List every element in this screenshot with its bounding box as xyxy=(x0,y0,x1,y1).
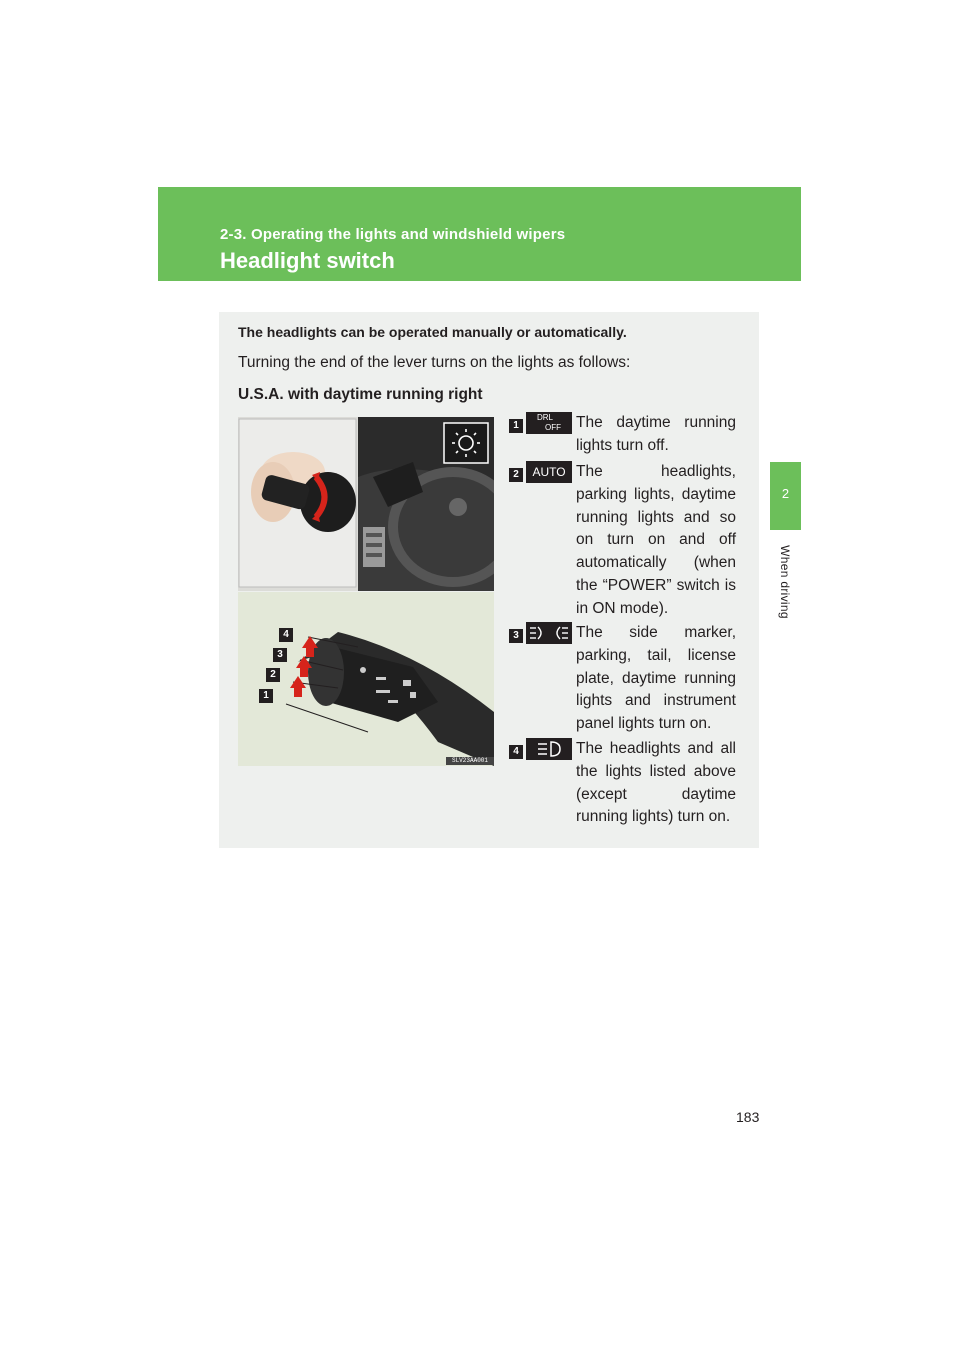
page-number: 183 xyxy=(736,1109,760,1125)
item-text: The side marker, parking, tail, license plate, daytime running lights and instrument panel lights turn on. xyxy=(576,624,736,733)
lever-photo xyxy=(238,417,494,591)
drl-off-icon: DRL OFF xyxy=(526,412,572,434)
lever-diagram xyxy=(238,592,494,766)
chapter-number: 2 xyxy=(781,486,790,501)
diagram-label-2: 2 xyxy=(266,668,280,682)
content-panel xyxy=(219,312,759,848)
item-text: The daytime running lights turn off. xyxy=(576,414,736,454)
section-label: 2-3. Operating the lights and windshield wipers xyxy=(220,226,566,243)
subheading: U.S.A. with daytime running right xyxy=(238,386,483,403)
auto-icon: AUTO xyxy=(526,461,572,483)
section-header xyxy=(158,187,801,281)
item-text: The headlights and all the lights listed above (except daytime running lights) turn on. xyxy=(576,740,736,826)
item-number: 4 xyxy=(509,745,523,759)
intro-bold-text: The headlights can be operated manually or automatically. xyxy=(238,324,627,340)
chapter-tab[interactable] xyxy=(770,462,801,530)
diagram-label-1: 1 xyxy=(259,689,273,703)
page-title: Headlight switch xyxy=(220,248,395,273)
image-code: SLV23AA001 xyxy=(446,757,494,765)
diagram-label-3: 3 xyxy=(273,648,287,662)
item-number: 3 xyxy=(509,629,523,643)
item-text: The headlights, parking lights, daytime running lights and so on turn on and off automatically (when the “POWER” switch is in ON mode). xyxy=(576,463,736,617)
headlight-icon xyxy=(526,738,572,760)
chapter-label: When driving xyxy=(778,545,792,619)
item-number: 2 xyxy=(509,468,523,482)
lever-photo-drawing xyxy=(238,417,494,591)
diagram-label-4: 4 xyxy=(279,628,293,642)
side-marker-icon xyxy=(526,622,572,644)
item-number: 1 xyxy=(509,419,523,433)
intro-text: Turning the end of the lever turns on the lights as follows: xyxy=(238,354,631,371)
